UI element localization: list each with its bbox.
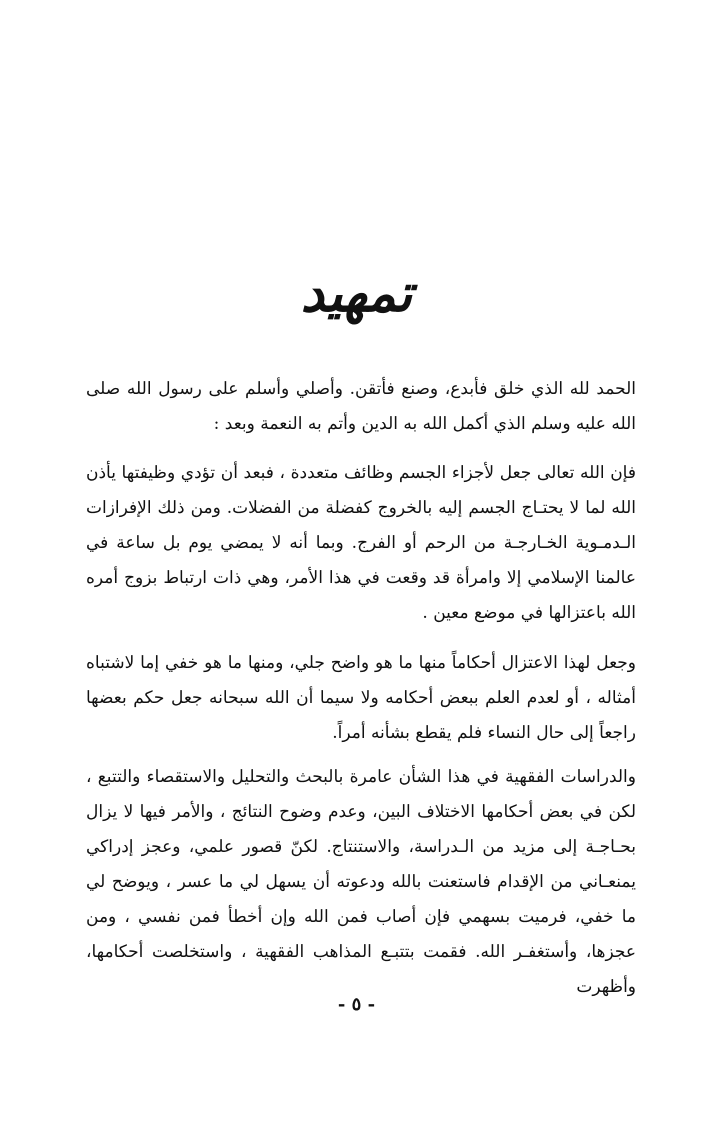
- paragraph-text: الحمد لله الذي خلق فأبدع، وصنع فأتقن. وأصلي وأسلم على رسول الله صلى الله عليه وسلم الذي أكمل الله به الدين وأتم به النعمة وبعد :: [86, 379, 636, 434]
- paragraph-text: فإن الله تعالى جعل لأجزاء الجسم وظائف متعددة ، فبعد أن تؤدي وظيفتها يأذن الله لما لا يحتـاج الجسم إليه بالخروج كفضلة من الفضلات. ومن ذلك الإفرازات الـدمـوية الخـارجـة من الرحم أو الفرج. وبما أنه لا يمضي يوم بل ساعة في عالمنا الإسلامي إلا وامرأة قد وقعت في هذا الأمر، وهي ذات ارتباط بزوج أمره الله باعتزالها في موضع معين .: [86, 463, 636, 623]
- paragraph-text: وجعل لهذا الاعتزال أحكاماً منها ما هو واضح جلي، ومنها ما هو خفي إما لاشتباه أمثاله ، أو لعدم العلم ببعض أحكامه ولا سيما أن الله سبحانه جعل حكم بعضها راجعاً إلى حال النساء فلم يقطع بشأنه أمراً.: [86, 653, 636, 743]
- page-number: - ٥ -: [337, 994, 376, 1015]
- chapter-heading: تمهيد: [300, 263, 413, 324]
- paragraph-3: [86, 646, 636, 751]
- paragraph-2: [86, 456, 636, 631]
- paragraph-4: [86, 760, 636, 1005]
- paragraph-text: والدراسات الفقهية في هذا الشأن عامرة بالبحث والتحليل والاستقصاء والتتبع ، لكن في بعض أحكامها الاختلاف البين، وعدم وضوح النتائج ، والأمر فيها لا يزال بحـاجـة إلى مزيد من الـدراسة، والاستنتاج. لكنّ قصور علمي، وعجز إدراكي يمنعـاني من الإقدام فاستعنت بالله ودعوته أن يسهل لي ما عسر ، ويوضح لي ما خفي، فرميت بسهمي فإن أصاب فمن الله وإن أخطأ فمن نفسي ، ومن عجزها، وأستغفـر الله. فقمت بتتبـع المذاهب الفقهية ، واستخلصت أحكامها، وأظهرت: [86, 767, 636, 997]
- paragraph-1: [86, 372, 636, 442]
